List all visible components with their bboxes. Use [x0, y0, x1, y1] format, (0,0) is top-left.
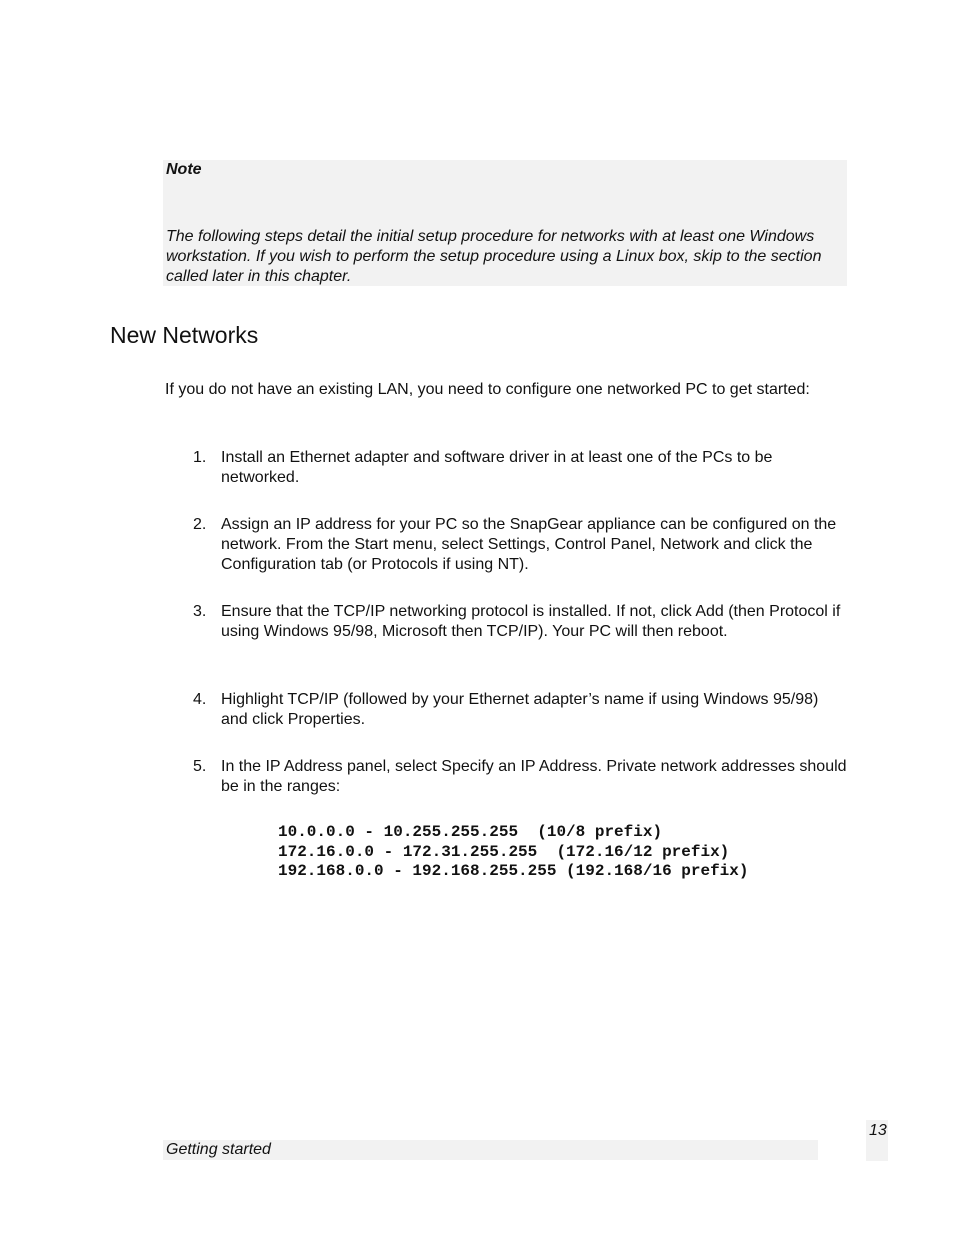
step-number: 3.	[193, 603, 207, 620]
step-text: In the IP Address panel, select Specify an IP Address. Private network addresses should be in the ranges:	[221, 758, 847, 795]
page-number-box	[866, 1120, 888, 1161]
step-number: 2.	[193, 516, 207, 533]
step-number: 1.	[193, 449, 207, 466]
code-line: 10.0.0.0 - 10.255.255.255 (10/8 prefix)	[278, 823, 663, 841]
page-number: 13	[869, 1122, 887, 1139]
step-number: 4.	[193, 691, 207, 708]
footer-bar	[163, 1140, 818, 1160]
step-number: 5.	[193, 758, 207, 775]
note-box	[163, 160, 847, 286]
note-title: Note	[166, 161, 202, 178]
note-body: The following steps detail the initial setup procedure for networks with at least one Windows workstation. If you wish to perform the setup procedure using a Linux box, skip to the section called later in this chapter.	[166, 228, 822, 285]
step-text: Highlight TCP/IP (followed by your Ethernet adapter’s name if using Windows 95/98) and click Properties.	[221, 691, 819, 728]
intro-paragraph: If you do not have an existing LAN, you need to configure one networked PC to get started:	[165, 381, 810, 398]
step-text: Assign an IP address for your PC so the SnapGear appliance can be configured on the network. From the Start menu, select Settings, Control Panel, Network and click the Configuration tab (or Protocols if using NT).	[221, 516, 837, 573]
ip-ranges-code-block	[278, 823, 748, 882]
code-line: 172.16.0.0 - 172.31.255.255 (172.16/12 prefix)	[278, 842, 730, 861]
section-heading: New Networks	[110, 322, 259, 348]
footer-chapter-title: Getting started	[166, 1141, 271, 1158]
step-text: Ensure that the TCP/IP networking protocol is installed. If not, click Add (then Protocol if using Windows 95/98, Microsoft then TCP/IP). Your PC will then reboot.	[221, 603, 841, 640]
code-line: 192.168.0.0 - 192.168.255.255 (192.168/16 prefix)	[278, 862, 749, 880]
step-text: Install an Ethernet adapter and software driver in at least one of the PCs to be networked.	[221, 449, 773, 486]
